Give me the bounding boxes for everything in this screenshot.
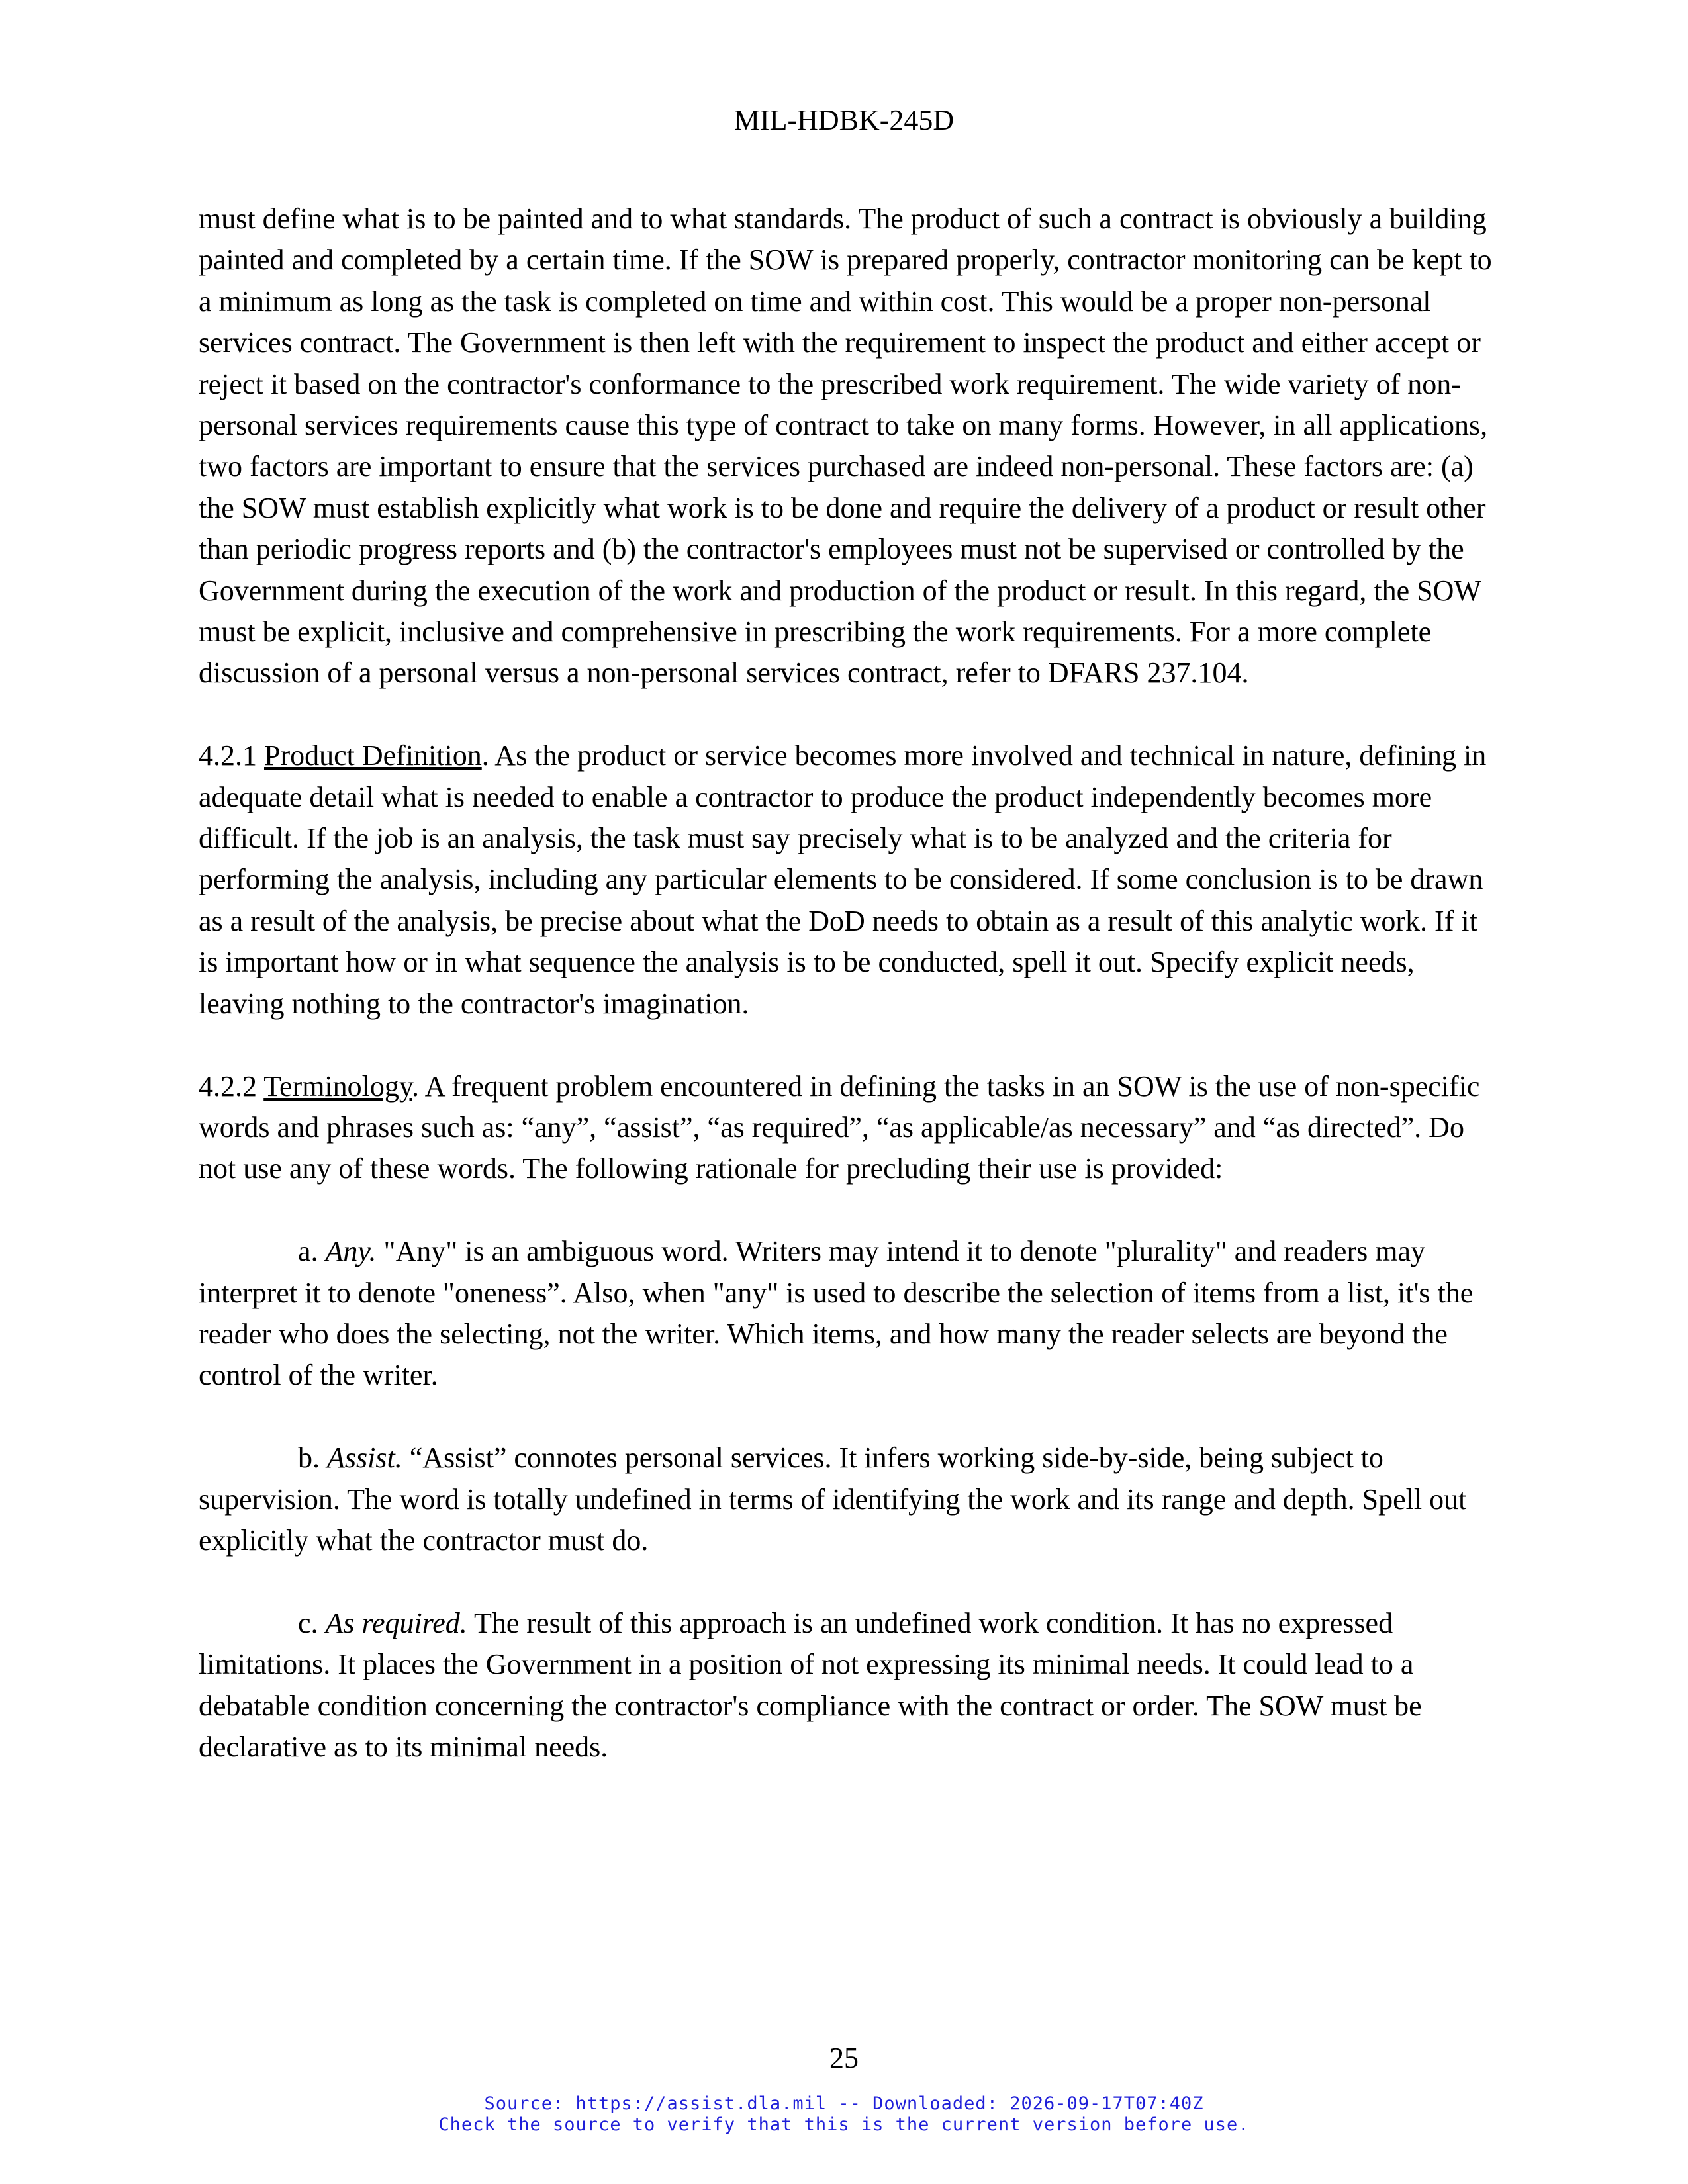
- document-id-header: MIL-HDBK-245D: [733, 104, 955, 136]
- source-line: Source: https://assist.dla.mil -- Downloaded: 2026-09-17T07:40Z: [484, 2093, 1204, 2114]
- section-heading-terminology: Terminology: [263, 1069, 412, 1103]
- section-4-2-2-paragraph: [199, 1066, 1496, 1190]
- section-text: . A frequent problem encountered in defining the tasks in an SOW is the use of non-specific words and phrases such as: “any”, “assist”, “as required”, “as applicable/as necessary” and “as directed”. Do not use any of these words. The following rationale for precluding their use is provided:: [199, 1069, 1480, 1185]
- list-term-as-required: As required.: [325, 1606, 467, 1639]
- verify-line: Check the source to verify that this is the current version before use.: [438, 2115, 1250, 2135]
- intro-paragraph: must define what is to be painted and to what standards. The product of such a contract is obviously a building painted and completed by a certain time. If the SOW is prepared properly, contractor monitoring can be kept to a minimum as long as the task is completed on time and within cost. This would be a proper non-personal services contract. The Government is then left with the requirement to inspect the product and either accept or reject it based on the contractor's conformance to the prescribed work requirement. The wide variety of non-personal services requirements cause this type of contract to take on many forms. However, in all applications, two factors are important to ensure that the services purchased are indeed non-personal. These factors are: (a) the SOW must establish explicitly what work is to be done and require the delivery of a product or result other than periodic progress reports and (b) the contractor's employees must not be supervised or controlled by the Government during the execution of the work and production of the product or result. In this regard, the SOW must be explicit, inclusive and comprehensive in prescribing the work requirements. For a more complete discussion of a personal versus a non-personal services contract, refer to DFARS 237.104.: [199, 203, 1492, 690]
- document-body: [199, 199, 1496, 1809]
- section-text: . As the product or service becomes more involved and technical in nature, defining in adequate detail what is needed to enable a contractor to produce the product independently becomes more difficult. If the job is an analysis, the task must say precisely what is to be analyzed and the criteria for performing the analysis, including any particular elements to be considered. If some conclusion is to be drawn as a result of the analysis, be precise about what the DoD needs to obtain as a result of this analytic work. If it is important how or in what sequence the analysis is to be conducted, spell it out. Specify explicit needs, leaving nothing to the contractor's imagination.: [199, 739, 1487, 1020]
- list-item-c: [199, 1603, 1496, 1768]
- list-item-a: [199, 1231, 1496, 1396]
- list-letter: b.: [298, 1441, 327, 1475]
- section-4-2-1-paragraph: [199, 735, 1496, 1024]
- list-term-assist: Assist.: [327, 1441, 402, 1475]
- list-text: “Assist” connotes personal services. It infers working side-by-side, being subject to supervision. The word is totally undefined in terms of identifying the work and its range and depth. Spell out explicitly what the contractor must do.: [199, 1441, 1467, 1557]
- source-footer: [0, 2093, 1688, 2136]
- section-heading-product-definition: Product Definition: [264, 739, 482, 772]
- list-item-b: [199, 1437, 1496, 1561]
- page-number: 25: [829, 2042, 859, 2074]
- section-number: 4.2.1: [199, 739, 264, 772]
- list-term-any: Any.: [325, 1235, 377, 1268]
- list-letter: c.: [298, 1606, 326, 1639]
- list-text: "Any" is an ambiguous word. Writers may intend it to denote "plurality" and readers may interpret it to denote "oneness”. Also, when "any" is used to describe the selection of items from a list, it's the reader who does the selecting, not the writer. Which items, and how many the reader selects are beyond the control of the writer.: [199, 1235, 1474, 1392]
- section-number: 4.2.2: [199, 1069, 264, 1103]
- list-text: The result of this approach is an undefined work condition. It has no expressed limitations. It places the Government in a position of not expressing its minimal needs. It could lead to a debatable condition concerning the contractor's compliance with the contract or order. The SOW must be declarative as to its minimal needs.: [199, 1606, 1422, 1763]
- list-letter: a.: [298, 1235, 326, 1268]
